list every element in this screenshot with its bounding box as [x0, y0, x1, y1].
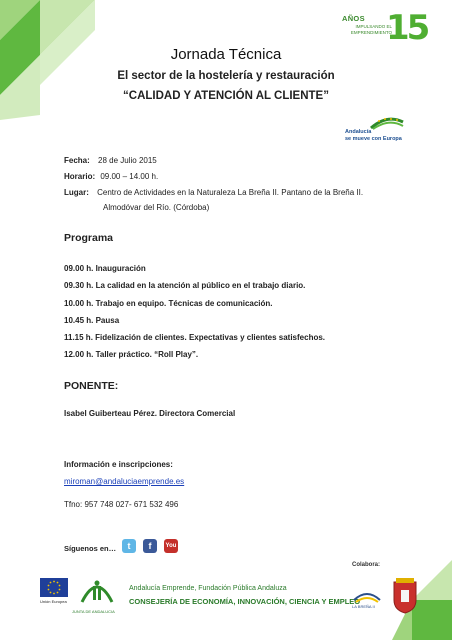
event-subtitle-quote: “CALIDAD Y ATENCIÓN AL CLIENTE” — [123, 90, 329, 102]
twitter-icon[interactable]: t — [122, 539, 136, 553]
la-brena-label: LA BREÑA II — [352, 604, 375, 609]
organization-line1: Andalucía Emprende, Fundación Pública Andaluza — [129, 585, 287, 592]
coat-of-arms-icon — [392, 578, 418, 614]
lugar-row — [64, 188, 363, 197]
phone-number: Tfno: 957 748 027- 671 532 496 — [64, 500, 179, 509]
contact-heading: Información e inscripciones: — [64, 460, 173, 469]
horario-label: Horario: — [64, 172, 96, 181]
fecha-row — [64, 156, 157, 165]
agenda-item: 10.00 h. Trabajo en equipo. Técnicas de comunicación. — [64, 298, 273, 308]
agenda-item: 09.00 h. Inauguración — [64, 264, 146, 273]
horario-value: 09.00 – 14.00 h. — [100, 172, 159, 181]
agenda-list — [64, 264, 325, 368]
youtube-icon[interactable]: You — [164, 539, 178, 553]
event-title: Jornada Técnica — [170, 46, 282, 63]
email-link[interactable]: miroman@andaluciaemprende.es — [64, 477, 185, 486]
junta-label: JUNTA DE ANDALUCIA — [72, 609, 115, 614]
fecha-label: Fecha: — [64, 156, 90, 165]
andalucia-logo-line2: se mueve con Europa — [345, 136, 402, 142]
ponente-heading: PONENTE: — [64, 380, 119, 392]
lugar-label: Lugar: — [64, 188, 89, 197]
anniversary-logo — [338, 10, 430, 50]
follow-label: Síguenos en… — [64, 544, 117, 553]
agenda-item: 09.30 h. La calidad en la atención al público en el trabajo diario. — [64, 281, 306, 291]
event-subtitle: El sector de la hostelería y restauración — [117, 70, 335, 82]
logo-number: 15 — [386, 8, 428, 48]
eu-label: Unión Europea — [40, 599, 67, 604]
logo-years-label: AÑOS — [342, 14, 365, 23]
programa-heading: Programa — [64, 232, 114, 244]
agenda-item: 12.00 h. Taller práctico. “Roll Play”. — [64, 350, 199, 360]
agenda-item: 10.45 h. Pausa — [64, 315, 120, 325]
agenda-item: 11.15 h. Fidelización de clientes. Expectativas y clientes satisfechos. — [64, 333, 326, 343]
organization-line2: CONSEJERÍA DE ECONOMÍA, INNOVACIÓN, CIENCIA Y EMPLEO — [129, 597, 361, 606]
logo-tagline: IMPULSANDO EL EMPRENDIMIENTO — [350, 24, 392, 35]
andalucia-europa-logo — [345, 116, 411, 146]
eu-flag-icon — [40, 578, 68, 597]
ponente-name: Isabel Guiberteau Pérez. Directora Comercial — [64, 409, 236, 418]
stars-swoosh-icon — [369, 116, 405, 130]
junta-andalucia-emblem-icon — [78, 576, 116, 606]
lugar-line2: Almodóvar del Río. (Córdoba) — [103, 203, 210, 212]
facebook-icon[interactable]: f — [143, 539, 157, 553]
colabora-label: Colabora: — [352, 562, 381, 568]
lugar-line1: Centro de Actividades en la Naturaleza La Breña II. Pantano de la Breña II. — [97, 188, 364, 197]
fecha-value: 28 de Julio 2015 — [98, 156, 157, 165]
horario-row — [64, 172, 158, 181]
andalucia-logo-line1: Andalucía — [345, 129, 372, 135]
